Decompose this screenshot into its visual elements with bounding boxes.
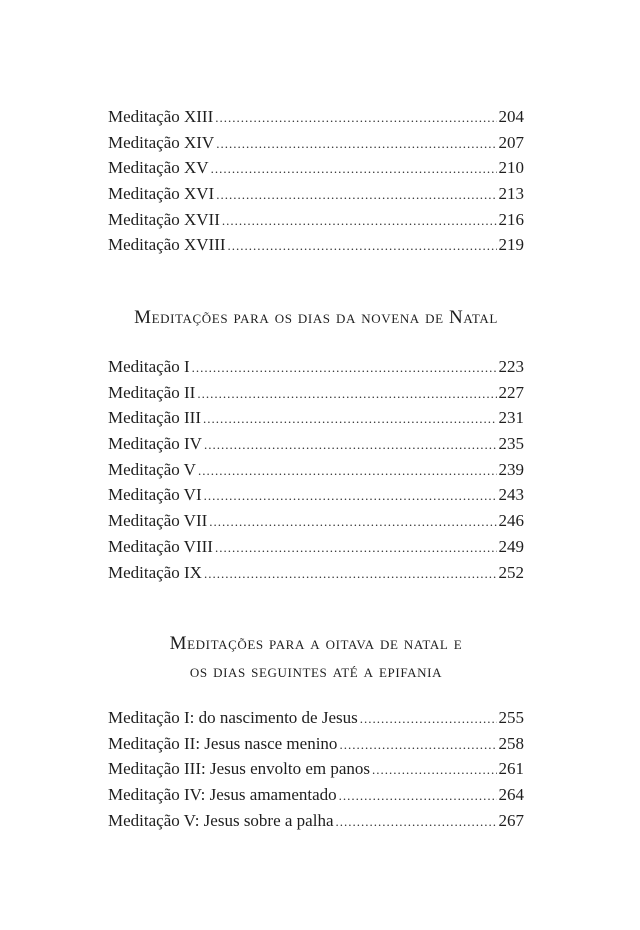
section-heading-octave — [88, 630, 544, 686]
toc-entry-title: Meditação II — [108, 382, 196, 402]
toc-entry-title: Meditação XIV — [108, 132, 215, 152]
section-heading-line: os dias seguintes até a epifania — [189, 661, 443, 682]
toc-entry — [108, 782, 524, 808]
dot-leader — [215, 535, 497, 561]
section-heading-novena — [88, 304, 544, 332]
dot-leader — [197, 381, 496, 407]
toc-entry — [108, 731, 524, 757]
toc-entry-page: 231 — [498, 408, 524, 428]
toc-entry-title: Meditação V: Jesus sobre a palha — [108, 810, 334, 830]
toc-entry-page: 207 — [498, 132, 524, 152]
toc-entry-title: Meditação I: do nascimento de Jesus — [108, 708, 358, 727]
section-heading-line: Meditações para os dias da novena de Natal — [134, 307, 498, 328]
toc-entry — [108, 560, 524, 586]
dot-leader — [360, 706, 497, 732]
toc-section-octave — [108, 705, 524, 833]
toc-entry — [108, 380, 524, 406]
toc-entry-title: Meditação VI — [108, 485, 202, 505]
toc-entry — [108, 354, 524, 380]
toc-entry-title: Meditação I — [108, 357, 190, 376]
dot-leader — [215, 105, 496, 131]
toc-entry-page: 204 — [498, 107, 524, 126]
toc-entry-title: Meditação IV: Jesus amamentado — [108, 785, 337, 805]
toc-entry-title: Meditação III: Jesus envolto em panos — [108, 759, 371, 779]
dot-leader — [211, 156, 497, 182]
toc-entry — [108, 508, 524, 534]
toc-entry — [108, 534, 524, 560]
toc-entry-title: Meditação XIII — [108, 107, 214, 126]
dot-leader — [216, 131, 496, 157]
dot-leader — [339, 783, 497, 809]
toc-entry-page: 213 — [498, 184, 524, 204]
dot-leader — [336, 809, 497, 835]
toc-entry-title: Meditação III — [108, 408, 201, 428]
toc-entry — [108, 482, 524, 508]
toc-entry-title: Meditação VIII — [108, 536, 213, 556]
toc-entry-page: 246 — [498, 511, 524, 531]
toc-entry — [108, 155, 524, 181]
toc-entry — [108, 232, 524, 258]
toc-section-novena — [108, 354, 524, 585]
toc-entry-page: 219 — [498, 235, 524, 255]
toc-entry-page: 239 — [498, 459, 524, 479]
dot-leader — [209, 509, 496, 535]
dot-leader — [222, 208, 497, 234]
toc-entry-page: 261 — [498, 759, 524, 779]
toc-entry-title: Meditação XVII — [108, 209, 220, 229]
toc-section-meditations-xiii-xviii — [108, 104, 524, 258]
toc-entry-title: Meditação XVIII — [108, 235, 226, 255]
toc-entry — [108, 705, 524, 731]
toc-entry-page: 267 — [498, 810, 524, 830]
dot-leader — [203, 406, 497, 432]
toc-entry — [108, 405, 524, 431]
toc-entry — [108, 808, 524, 834]
dot-leader — [192, 355, 497, 381]
toc-entry-title: Meditação II: Jesus nasce menino — [108, 733, 338, 753]
toc-entry — [108, 130, 524, 156]
toc-entry — [108, 104, 524, 130]
toc-entry-title: Meditação XVI — [108, 184, 215, 204]
dot-leader — [204, 483, 497, 509]
section-heading-line: Meditações para a oitava de natal e — [169, 633, 463, 654]
toc-entry-title: Meditação IX — [108, 562, 202, 582]
toc-entry-page: 252 — [498, 562, 524, 582]
toc-entry-page: 264 — [498, 785, 524, 805]
toc-entry-page: 227 — [498, 382, 524, 402]
toc-entry-title: Meditação XV — [108, 158, 209, 178]
dot-leader — [228, 233, 497, 259]
toc-entry — [108, 207, 524, 233]
dot-leader — [216, 182, 496, 208]
toc-entry — [108, 756, 524, 782]
toc-entry-page: 255 — [498, 708, 524, 727]
toc-entry-title: Meditação V — [108, 459, 196, 479]
toc-entry-page: 235 — [498, 434, 524, 454]
dot-leader — [372, 757, 496, 783]
dot-leader — [198, 458, 497, 484]
toc-entry — [108, 181, 524, 207]
toc-entry-title: Meditação IV — [108, 434, 202, 454]
toc-entry — [108, 431, 524, 457]
dot-leader — [339, 732, 496, 758]
dot-leader — [204, 561, 497, 587]
toc-entry-title: Meditação VII — [108, 511, 208, 531]
toc-entry-page: 243 — [498, 485, 524, 505]
toc-entry — [108, 457, 524, 483]
toc-entry-page: 223 — [498, 357, 524, 376]
toc-entry-page: 249 — [498, 536, 524, 556]
toc-entry-page: 210 — [498, 158, 524, 178]
toc-entry-page: 258 — [498, 733, 524, 753]
toc-entry-page: 216 — [498, 209, 524, 229]
dot-leader — [204, 432, 497, 458]
